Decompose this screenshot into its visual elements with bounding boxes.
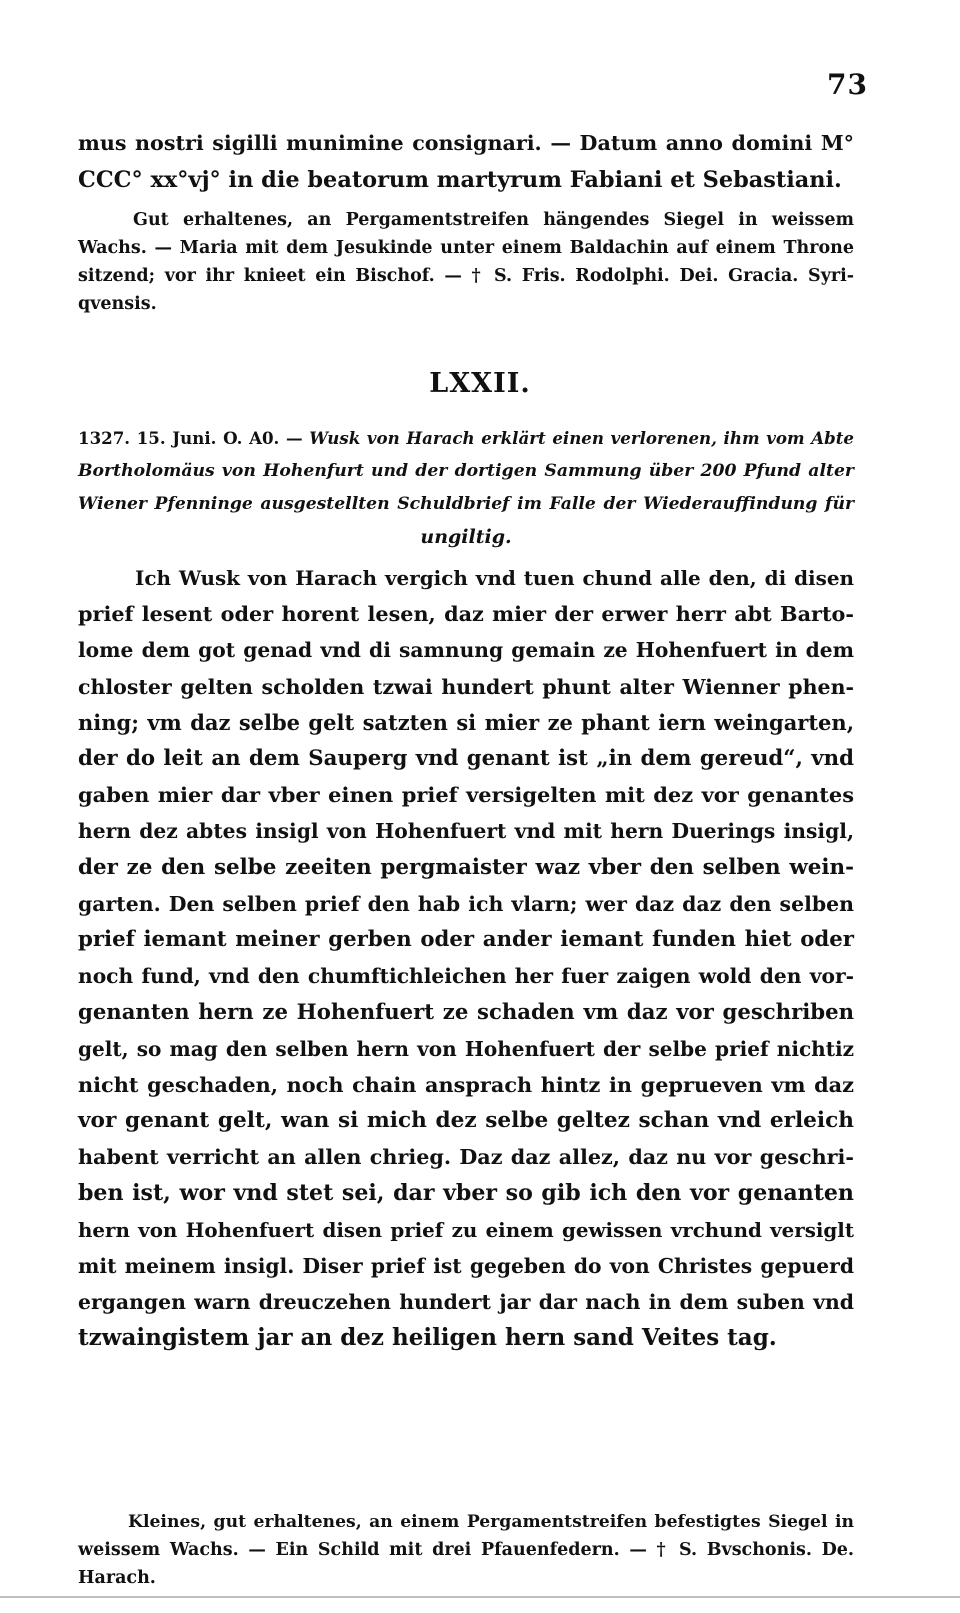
- body-line: hern von Hohenfuert disen prief zu einem gewissen vrchund versiglt: [78, 1217, 854, 1242]
- body-line: noch fund, vnd den chumftichleichen her fuer zaigen wold den vor-: [78, 964, 854, 989]
- body-line: gaben mier dar vber einen prief versigelten mit dez vor genantes: [78, 782, 854, 808]
- note-line: sitzend; vor ihr knieet ein Bischof. — † S. Fris. Rodolphi. Dei. Gracia. Syri-: [78, 266, 854, 286]
- body-line: hern dez abtes insigl von Hohenfuert vnd mit hern Duerings insigl,: [78, 819, 854, 844]
- seal-note-bottom: [78, 1508, 854, 1592]
- regest-line: Wiener Pfenninge ausgestellten Schuldbrief im Falle der Wiederauffindung für: [78, 494, 854, 514]
- document-number: LXXII.: [429, 368, 531, 399]
- note-line: qvensis.: [78, 294, 157, 314]
- body-line: prief iemant meiner gerben oder ander iemant funden hiet oder: [78, 927, 854, 953]
- seal-note-top: [78, 206, 854, 318]
- body-line: mit meinem insigl. Diser prief ist gegeben do von Christes gepuerd: [78, 1253, 854, 1278]
- body-line: chloster gelten scholden tzwai hundert phunt alter Wienner phen-: [78, 674, 854, 699]
- body-line: gelt, so mag den selben hern von Hohenfuert der selbe prief nichtiz: [78, 1036, 854, 1061]
- regest: [78, 422, 854, 554]
- note-line: Gut erhaltenes, an Pergamentstreifen hängendes Siegel in weissem: [133, 210, 854, 230]
- note-line: weissem Wachs. — Ein Schild mit drei Pfauenfedern. — † S. Bvschonis. De.: [78, 1540, 854, 1560]
- regest-date: 1327. 15. Juni. O. A0. —: [78, 428, 303, 448]
- intro-line: CCC° xx°vj° in die beatorum martyrum Fabiani et Sebastiani.: [78, 167, 842, 193]
- document-body: [78, 560, 854, 1356]
- scan-edge-line: [0, 1596, 960, 1598]
- regest-text: Wusk von Harach erklärt einen verlorenen, ihm vom Abte: [302, 428, 854, 448]
- body-line: ben ist, wor vnd stet sei, dar vber so gib ich den vor genanten: [78, 1180, 854, 1207]
- body-line: der do leit an dem Sauperg vnd genant ist „in dem gereud“, vnd: [78, 746, 854, 772]
- note-line: Harach.: [78, 1568, 156, 1588]
- body-line: tzwaingistem jar an dez heiligen hern sand Veites tag.: [78, 1324, 777, 1352]
- regest-line: ungiltig.: [420, 526, 512, 548]
- body-line: habent verricht an allen chrieg. Daz daz allez, daz nu vor geschri-: [78, 1145, 854, 1170]
- page-number: 73: [827, 68, 868, 101]
- body-line: vor genant gelt, wan si mich dez selbe geltez schan vnd erleich: [78, 1108, 854, 1134]
- intro-line: mus nostri sigilli munimine consignari. — Datum anno domini M°: [78, 131, 854, 155]
- body-line: genanten hern ze Hohenfuert ze schaden vm daz vor geschriben: [78, 999, 854, 1025]
- intro-text: [78, 125, 854, 199]
- note-line: Wachs. — Maria mit dem Jesukinde unter einem Baldachin auf einem Throne: [78, 238, 854, 258]
- body-line: ergangen warn dreuczehen hundert jar dar nach in dem suben vnd: [78, 1290, 854, 1315]
- body-line: prief lesent oder horent lesen, daz mier der erwer herr abt Barto-: [78, 602, 854, 627]
- note-line: Kleines, gut erhaltenes, an einem Pergamentstreifen befestigtes Siegel in: [128, 1512, 854, 1532]
- body-line: ning; vm daz selbe gelt satzten si mier ze phant iern weingarten,: [78, 709, 854, 735]
- body-line: nicht geschaden, noch chain ansprach hintz in geprueven vm daz: [78, 1071, 854, 1097]
- body-line: garten. Den selben prief den hab ich vlarn; wer daz daz den selben: [78, 891, 854, 916]
- body-line: Ich Wusk von Harach vergich vnd tuen chund alle den, di disen: [135, 566, 854, 590]
- regest-line: Bortholomäus von Hohenfurt und der dortigen Sammung über 200 Pfund alter: [78, 461, 854, 481]
- regest-line: [78, 422, 854, 455]
- body-line: der ze den selbe zeeiten pergmaister waz vber den selben wein-: [78, 854, 854, 880]
- body-line: lome dem got genad vnd di samnung gemain ze Hohenfuert in dem: [78, 638, 854, 663]
